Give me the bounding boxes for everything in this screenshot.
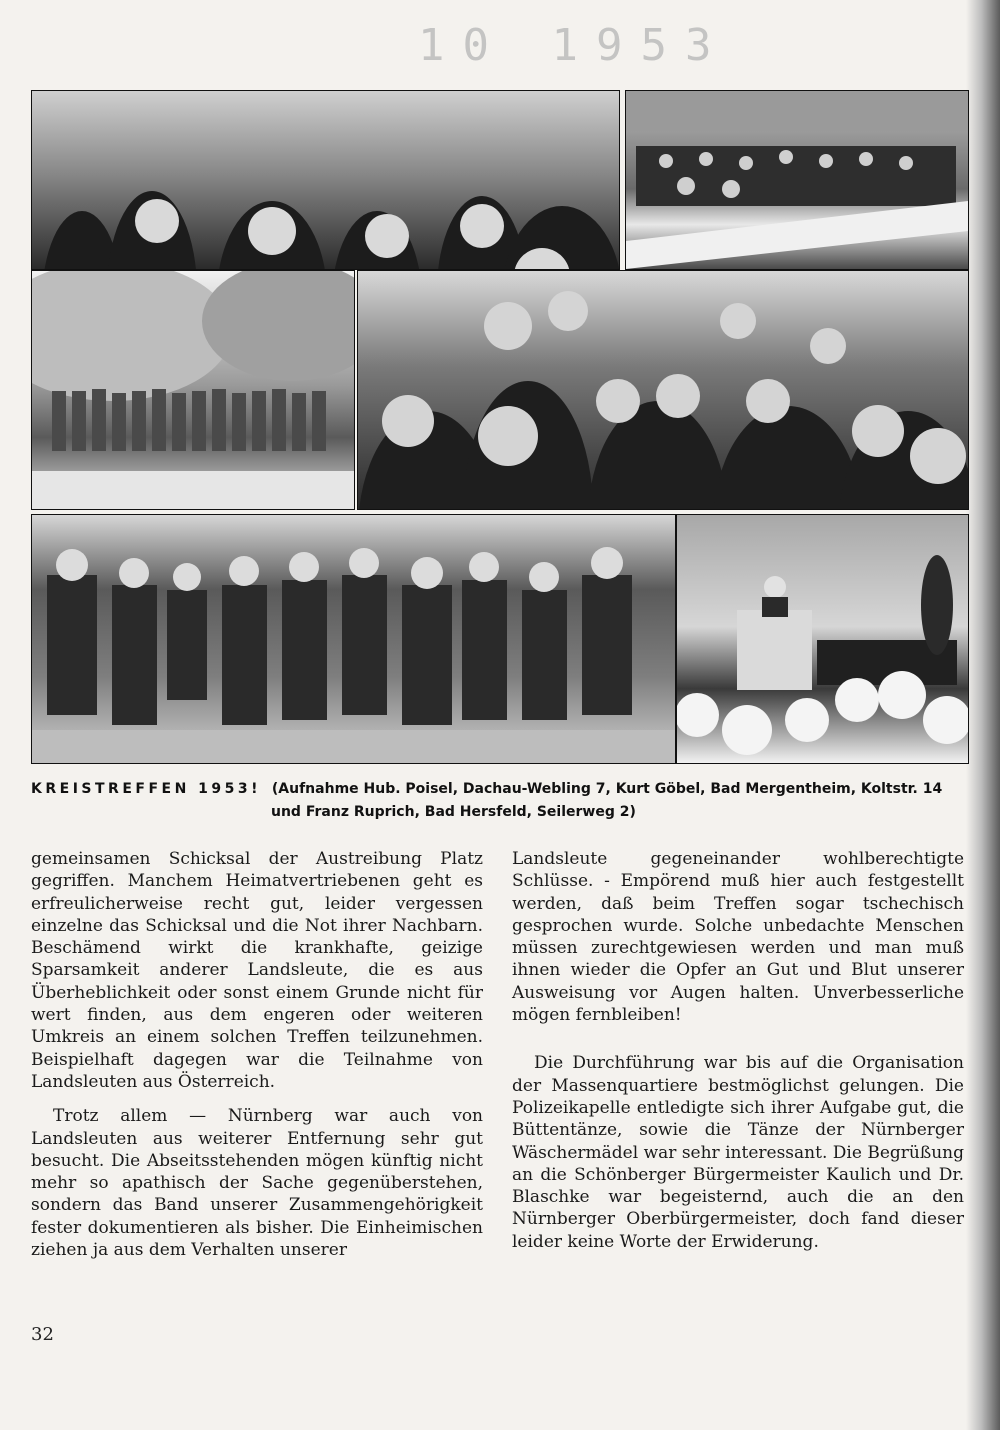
left-paragraph-2: Trotz allem — Nürnberg war auch von Landsleuten aus weiterer Entfernung sehr gut besucht. Die Abseitsstehenden mögen künftig nicht mehr so apathisch der Sache gegenüberstehen, sondern das Band unserer Zusammengehörigkeit fester dokumentieren als bisher. Die Einheimischen ziehen ja aus dem Verhalten unserer xyxy=(31,1106,483,1261)
page-binding-shadow xyxy=(966,0,1000,1430)
photo-crowd-closeup xyxy=(357,270,969,510)
right-paragraph-1: Landsleute gegeneinander wohlberechtigte Schlüsse. - Empörend muß hier auch festgestellt werden, daß beim Treffen sogar tschechisch gesprochen wurde. Solche unbedachte Menschen müssen zurechtgewiesen werden und man muß ihnen wieder die Opfer an Gut und Blut unserer Ausweisung vor Augen halten. Unverbesserliche mögen fernbleiben! xyxy=(512,849,964,1026)
archive-date-stamp: 10 1953 xyxy=(418,20,730,71)
right-text-column xyxy=(512,848,964,1253)
left-text-column xyxy=(31,848,483,1261)
photo-outdoor-group xyxy=(31,270,355,510)
photo-hall-tables xyxy=(625,90,969,270)
left-paragraph-1: gemeinsamen Schicksal der Austreibung Platz gegriffen. Manchem Heimatvertriebenen geht es erfreulicherweise recht gut, leider vergessen einzelne das Schicksal und die Not ihrer Nachbarn. Beschämend wirkt die krankhafte, geizige Sparsamkeit anderer Landsleute, die es aus Überheblichkeit oder sonst einem Grunde nicht für wert finden, aus dem engeren oder weiteren Umkreis an einem solchen Treffen teilzunehmen. Beispielhaft dagegen war die Teilnahme von Landsleuten aus Österreich. xyxy=(31,849,483,1092)
photo-men-group xyxy=(31,90,620,270)
photo-speaker-stage xyxy=(676,514,969,764)
photo-caption xyxy=(31,778,967,824)
right-paragraph-2: Die Durchführung war bis auf die Organisation der Massenquartiere bestmöglichst gelungen. Die Polizeikapelle entledigte sich ihrer Aufgabe gut, die Büttentänze, sowie die Tänze der Nürnberger Wäschermädel war sehr interessant. Die Begrüßung an die Schönberger Bürgermeister Kaulich und Dr. Blaschke war begeisternd, auch die an den Nürnberger Oberbürgermeister, doch fand dieser leider keine Worte der Erwiderung. xyxy=(512,1053,964,1252)
photo-women-group xyxy=(31,514,676,764)
caption-credits-line1: (Aufnahme Hub. Poisel, Dachau-Webling 7, Kurt Göbel, Bad Mergentheim, Koltstr. 14 xyxy=(271,781,943,797)
caption-credits-line2: und Franz Ruprich, Bad Hersfeld, Seilerweg 2) xyxy=(271,804,636,820)
caption-heading: KREISTREFFEN 1953! xyxy=(31,781,262,797)
page-number: 32 xyxy=(31,1324,54,1345)
